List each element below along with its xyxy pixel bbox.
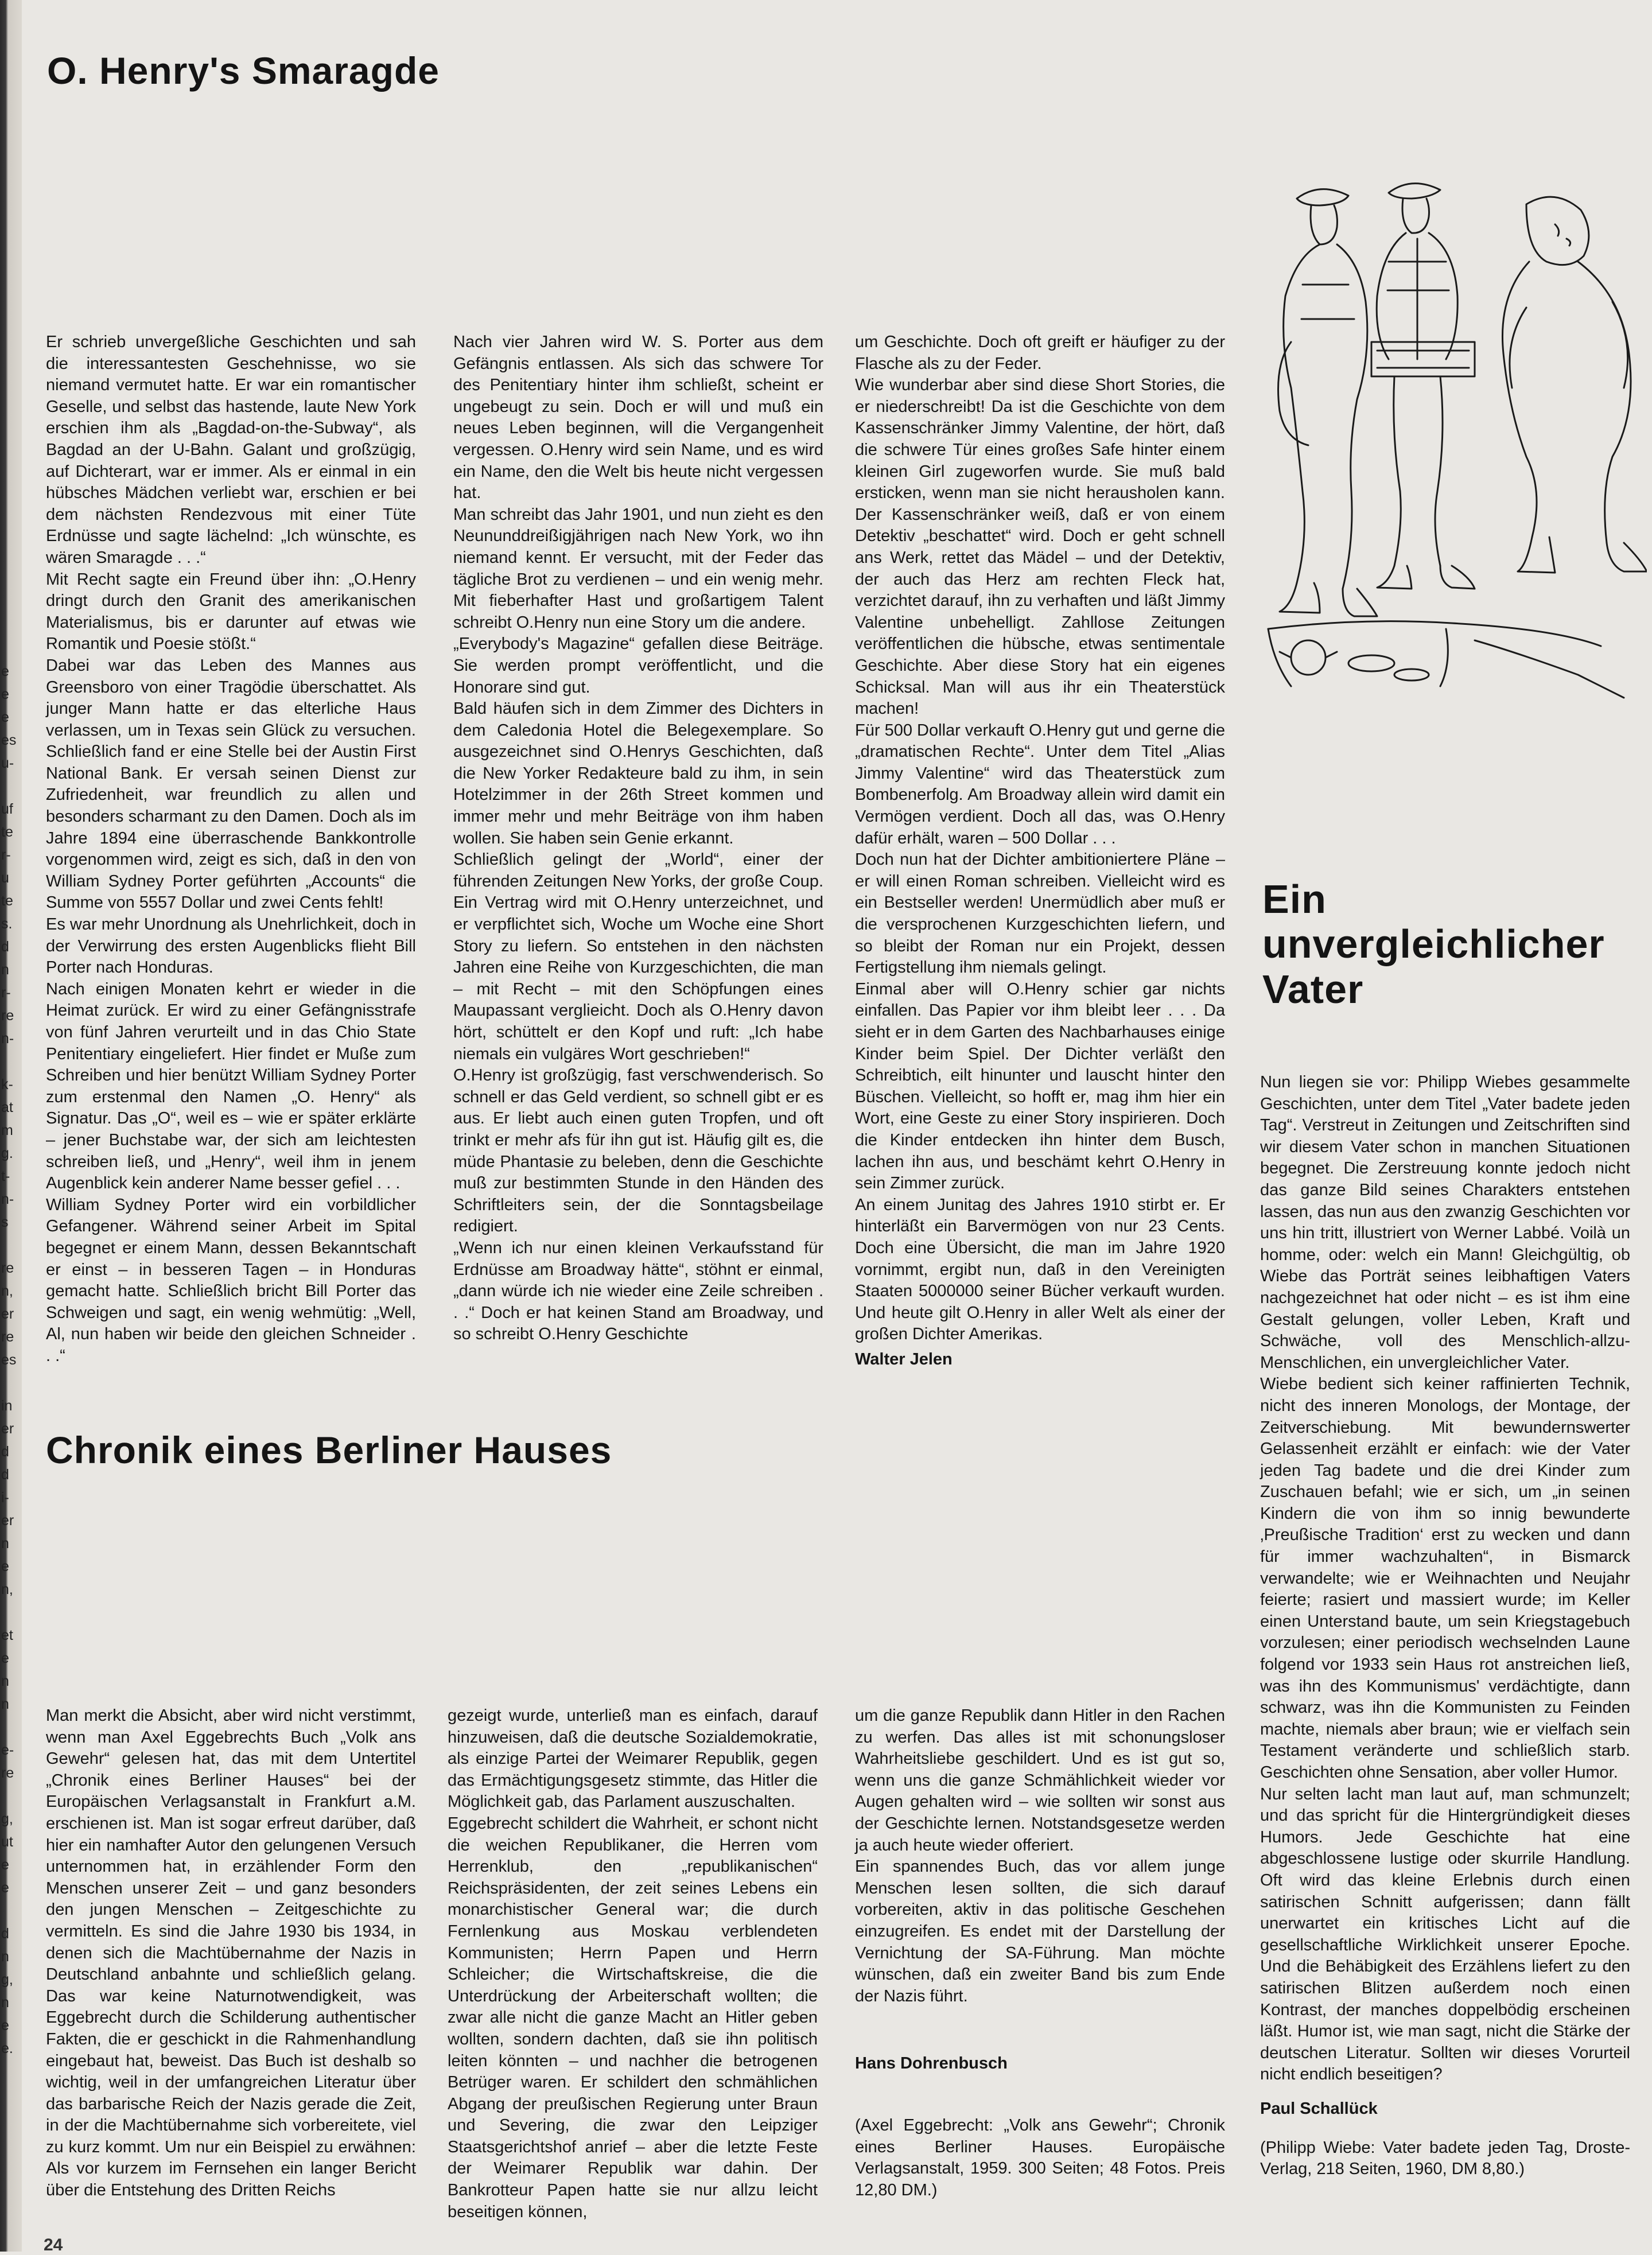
- author-signature: Hans Dohrenbusch: [855, 2054, 1008, 2073]
- paragraph: Nach einigen Monaten kehrt er wieder in die Heimat zurück. Er wird zu einer Gefängnisstrafe von fünf Jahren verurteilt und in das Chio State Penitentiary eingeliefert. Hier findet er Muße zum Schreiben und hier benützt William Sydney Porter zum erstenmal den Namen „O. Henry“ als Signatur. Das „O“, weil es – wie er später erklärte – jener Buchstabe war, der sich am leichtesten schreiben ließ, und „Henry“, weil ihm in jenem Augenblick kein anderer Name besser gefiel . . .: [46, 979, 416, 1193]
- paragraph: um die ganze Republik dann Hitler in den Rachen zu werfen. Das alles ist mit schonungsloser Wahrheitsliebe geschildert. Und es ist gut so, wenn uns die ganze Schmählichkeit wieder vor Augen gehalten wird – wie sollten wir sonst aus der Geschichte lernen. Notstandsgesetze werden ja auch heute wieder offeriert.: [855, 1706, 1225, 1854]
- page-number: 24: [44, 2235, 63, 2254]
- paragraph: Für 500 Dollar verkauft O.Henry gut und gerne die „dramatischen Rechte“. Unter dem Titel „Alias Jimmy Valentine“ wird das Theaterstück zum Bombenerfolg. Am Broadway allein wird damit ein Vermögen verdient. Doch all das, was O.Henry dafür erhält, waren – 500 Dollar . . .: [855, 721, 1225, 847]
- headline-line: Ein: [1262, 877, 1327, 922]
- article3-column: [1260, 1072, 1630, 2180]
- author-signature: Walter Jelen: [855, 1350, 953, 1368]
- paragraph: um Geschichte. Doch oft greift er häufiger zu der Flasche als zu der Feder.: [855, 333, 1225, 373]
- paragraph: Man merkt die Absicht, aber wird nicht verstimmt, wenn man Axel Eggebrechts Buch „Volk ans Gewehr“ gelesen hat, das mit dem Untertitel „Chronik eines Berliner Hauses“ bei der Europäischen Verlagsanstalt in Frankfurt a.M. erschienen ist. Man ist sogar erfreut darüber, daß hier ein namhafter Autor den gelungenen Versuch unternommen hat, in erzählender Form den Menschen unserer Zeit – und ganz besonders den jungen Menschen – Zeitgeschichte zu vermitteln. Es sind die Jahre 1930 bis 1934, in denen sich die Machtübernahme der Nazis in Deutschland anbahnte und schließlich gelang. Das war keine Naturnotwendigkeit, was Eggebrecht durch die Schilderung authentischer Fakten, die er geschickt in die Rahmenhandlung eingebaut hat, beweist. Das Buch ist deshalb so wichtig, weil in der umfangreichen Literatur über das barbarische Reich der Nazis gerade die Zeit, in der die Machtübernahme sich vorbereitete, viel zu kurz kommt. Um nur ein Beispiel zu erwähnen: Als vor kurzem im Fernsehen ein langer Bericht über die Entstehung des Dritten Reichs: [46, 1706, 416, 2200]
- headline-vater: [1262, 877, 1605, 1012]
- author-signature: Paul Schallück: [1260, 2099, 1378, 2118]
- paragraph: Wiebe bedient sich keiner raffinierten Technik, nicht des inneren Monologs, der Montage, der Zeitverschiebung. Mit bewundernswerter Gelassenheit erzählt er einfach: wie der Vater jeden Tag badete und die drei Kinder zum Zuschauen befahl; wie er sich, um „in seinen Kindern die von ihm so innig bewunderte ‚Preußische Tradition‘ erst zu wecken und dann für immer wachzuhalten“, in Bismarck verwandelte; wie er Weihnachten und Neujahr feierte; rasiert und massiert wurde; im Keller einen Unterstand baute, um sein Kriegstagebuch vorzulesen; einer periodisch wechselnden Laune folgend vor 1933 sein Haus rot anstreichen ließ, was ihn des Kommunismus' verdächtigte, dann schwarz, was ihn die Kommunisten zu Feinden machte, niemals aber braun; wie er vielfach sein Testament veränderte und schließlich starb. Geschichten ohne Sensation, aber voller Humor.: [1260, 1375, 1630, 1782]
- paragraph: An einem Junitag des Jahres 1910 stirbt er. Er hinterläßt ein Barvermögen von nur 23 Cents. Doch eine Übersicht, die man im Jahre 1920 vornimmt, ergibt nun, daß in den Vereinigten Staaten 5000000 seiner Bücher verkauft wurden. Und heute gilt O.Henry in aller Welt als einer der großen Dichter Amerikas.: [855, 1195, 1225, 1344]
- article1-column-3: [855, 332, 1225, 1371]
- officer-left-figure: [1278, 189, 1378, 616]
- article2-column-1: [46, 1705, 416, 2202]
- paragraph: „Everybody's Magazine“ gefallen diese Beiträge. Sie werden prompt veröffentlicht, und die Honorare sind gut.: [453, 635, 823, 697]
- paragraph: Einmal aber will O.Henry schier gar nichts einfallen. Das Papier vor ihm bleibt leer . . . Da sieht er in dem Garten des Nachbarhauses einige Kinder beim Spiel. Der Dichter verläßt den Schreibtich, eilt hinunter und lauscht hinter den Büschen. Vielleicht, so hofft er, mag ihm hier ein Wort, eine Geste zu einer Story inspirieren. Doch die Kinder entdecken ihn hinter dem Busch, lachen ihn aus, und beschämt kehrt O.Henry in sein Zimmer zurück.: [855, 979, 1225, 1193]
- paragraph: Bald häufen sich in dem Zimmer des Dichters in dem Caledonia Hotel die Belegexemplare. So ausgezeichnet sind O.Henrys Geschichten, daß die New Yorker Redakteure bald zu ihm, in sein Hotelzimmer in der 26th Street kommen und immer mehr und mehr Beiträge von ihm haben wollen. Sie haben sein Genie erkannt.: [453, 699, 823, 847]
- book-reference: (Axel Eggebrecht: „Volk ans Gewehr“; Chronik eines Berliner Hauses. Europäische Verlagsanstalt, 1959. 300 Seiten; 48 Fotos. Preis 12,80 DM.): [855, 2116, 1225, 2199]
- article2-column-2: [448, 1705, 818, 2223]
- illustration-sketch: [1257, 170, 1647, 778]
- paragraph: Wie wunderbar aber sind diese Short Stories, die er niederschreibt! Da ist die Geschichte von dem Kassenschränker Jimmy Valentine, der hört, daß die schwere Tür eines großes Safe hinter einem kleinen Girl zugeworfen wurde. Sie muß bald ersticken, wenn man sie nicht herausholen kann. Der Kassenschränker weiß, daß er von einem Detektiv „beschattet“ wird. Doch er geht schnell ans Werk, rettet das Mädel – und der Detektiv, der auch das Herz am rechten Fleck hat, verzichtet darauf, ihn zu verhaften und läßt Jimmy Valentine unbehelligt. Zahllose Zeitungen veröffentlichen die hübsche, etwas sentimentale Geschichte. Aber diese Story hat ein eigenes Schicksal. Man will aus ihr ein Theaterstück machen!: [855, 376, 1225, 718]
- article1-column-2: [453, 332, 823, 1346]
- paragraph: Ein spannendes Buch, das vor allem junge Menschen lesen sollten, die sich darauf vorbereiten, aktiv in das politische Geschehen einzugreifen. Es endet mit der Darstellung der Vernichtung der SA-Führung. Man möchte wünschen, daß ein zweiter Band bis zum Ende der Nazis führt.: [855, 1857, 1225, 2005]
- table-with-teapot: [1268, 621, 1624, 698]
- article1-column-1: [46, 332, 416, 1367]
- officer-middle-figure: [1371, 184, 1475, 589]
- paragraph: Mit Recht sagte ein Freund über ihn: „O.Henry dringt durch den Granit des amerikanischen Materialismus, bis er darunter auf etwas wie Romantik und Poesie stößt.“: [46, 570, 416, 654]
- paragraph: „Wenn ich nur einen kleinen Verkaufsstand für Erdnüsse am Broadway hätte“, stöhnt er einmal, „dann würde ich nie wieder eine Zeile schreiben . . .“ Doch er hat keinen Stand am Broadway, und so schreibt O.Henry Geschichte: [453, 1238, 823, 1344]
- headline-line: unvergleichlicher: [1262, 922, 1605, 967]
- paragraph: Doch nun hat der Dichter ambitioniertere Pläne – er will einen Roman schreiben. Vielleicht wird es ein Bestseller werden! Unermüdlich aber muß er die versprochenen Kurzgeschichten liefern, und so bleibt der Roman nur ein Projekt, dessen Fertigstellung ihm niemals gelingt.: [855, 850, 1225, 977]
- article2-column-3: [855, 1705, 1225, 2201]
- paragraph: Nur selten lacht man laut auf, man schmunzelt; und das spricht für die Hintergründigkeit dieses Humors. Jede Geschichte hat eine abgeschlossene lustige oder skurrile Handlung. Oft wird das kleine Erlebnis durch einen satirischen Schnitt aufgerissen; dann fällt unerwartet ein kritisches Licht auf die gesellschaftliche Wirklichkeit unserer Epoche. Und die Behäbigkeit des Erzählens liefert zu den satirischen Blitzen außerdem noch einen Kontrast, der manches doppelbödig erscheinen läßt. Humor ist, wie man sagt, nicht die Stärke der deutschen Literatur. Sollten wir dieses Vorurteil nicht endlich beseitigen?: [1260, 1784, 1630, 2084]
- paragraph: O.Henry ist großzügig, fast verschwenderisch. So schnell er das Geld verdient, so schnell gibt er es aus. Er liebt auch einen guten Tropfen, und oft trinkt er mehr afs für ihn gut ist. Häufig gilt es, die müde Phantasie zu beleben, denn die Geschichte muß zur bestimmten Stunde in den Händen des Schriftleiters sein, der die Sonntagsbeilage redigiert.: [453, 1066, 823, 1236]
- civilian-right-figure: [1502, 197, 1647, 573]
- paragraph: Nach vier Jahren wird W. S. Porter aus dem Gefängnis entlassen. Als sich das schwere Tor des Penitentiary hinter ihm schließt, scheint er ungebeugt zu sein. Doch er will und muß ein neues Leben beginnen, will die Vergangenheit vergessen. O.Henry wird sein Name, und es wird ein Name, den die Welt bis heute nicht vergessen hat.: [453, 333, 823, 503]
- paragraph: Dabei war das Leben des Mannes aus Greensboro von einer Tragödie überschattet. Als junger Mann hatte er das elterliche Haus verlassen, um in Texas sein Glück zu versuchen. Schließlich fand er eine Stelle bei der Austin First National Bank. Er versah seinen Dienst zur Zufriedenheit, war freundlich zu allen und besonders scharmant zu den Damen. Doch als im Jahre 1894 eine überraschende Bankkontrolle vorgenommen wird, zeigt es sich, daß in den von William Sydney Porter geführten „Accounts“ die Summe von 5557 Dollar und zwei Cents fehlt!: [46, 656, 416, 912]
- paragraph: Es war mehr Unordnung als Unehrlichkeit, doch in der Verwirrung des ersten Augenblicks flieht Bill Porter nach Honduras.: [46, 915, 416, 977]
- paragraph: Man schreibt das Jahr 1901, und nun zieht es den Neununddreißigjährigen nach New York, wo ihn niemand kennt. Er versucht, mit der Feder das tägliche Brot zu verdienen – und ein wenig mehr. Mit fieberhafter Hast und großartigem Talent schreibt O.Henry nun eine Story um die andere.: [453, 505, 823, 632]
- paragraph: Eggebrecht schildert die Wahrheit, er schont nicht die weichen Republikaner, die Herren vom Herrenklub, den „republikanischen“ Reichspräsidenten, der zeit seines Lebens ein monarchistischer General war; die durch Fernlenkung aus Moskau verblendeten Kommunisten; Herrn Papen und Herrn Schleicher; die Wirtschaftskreise, die die Unterdrückung der Arbeiterschaft wollten; die zwar alle nicht die ganze Macht an Hitler geben wollten, sondern dachten, daß sie ihn politisch leiten könnten – und nachher die betrogenen Betrüger waren. Er schildert den schmählichen Abgang der preußischen Regierung unter Braun und Severing, die zwar den Leipziger Staatsgerichtshof anrief – aber die letzte Feste der Weimarer Republik war dahin. Der Bankrotteur Papen hatte sie nur allzu leicht beseitigen können,: [448, 1814, 818, 2221]
- headline-line: Vater: [1262, 966, 1364, 1012]
- headline-o-henry: O. Henry's Smaragde: [47, 49, 440, 92]
- paragraph: gezeigt wurde, unterließ man es einfach, darauf hinzuweisen, daß die deutsche Sozialdemokratie, als einzige Partei der Weimarer Republik, gegen das Ermächtigungsgesetz stimmte, das Hitler die Möglichkeit gab, das Parlament auszuschalten.: [448, 1706, 818, 1811]
- paragraph: William Sydney Porter wird ein vorbildlicher Gefangener. Während seiner Arbeit im Spital begegnet er einem Mann, dessen Bekanntschaft er einst – in besseren Tagen – in Honduras gemacht hatte. Schließlich bricht Bill Porter das Schweigen und sagt, ein wenig wehmütig: „Well, Al, nun haben wir beide den gleichen Schneider . . .“: [46, 1195, 416, 1365]
- adjacent-page-fragments: e e e es u- uf te r- u te s. d n r- re n- k- at m g. t- n- s re n, er re es in er d d i- er n e n, et e n n e- re g, ut e e d n g, n e e.: [1, 663, 17, 2056]
- paragraph: Er schrieb unvergeßliche Geschichten und sah die interessantesten Geschehnisse, wo sie niemand vermutet hatte. Er war ein romantischer Geselle, und selbst das hastende, laute New York erschien ihm als „Bagdad-on-the-Subway“, als Bagdad an der U-Bahn. Galant und großzügig, auf Dichterart, war er immer. Als er einmal in ein hübsches Mädchen verliebt war, erschien er bei dem nächsten Rendezvous mit einer Tüte Erdnüsse und sagte lächelnd: „Ich wünschte, es wären Smaragde . . .“: [46, 333, 416, 567]
- headline-chronik: Chronik eines Berliner Hauses: [46, 1429, 612, 1471]
- paragraph: Nun liegen sie vor: Philipp Wiebes gesammelte Geschichten, unter dem Titel „Vater badete jeden Tag“. Verstreut in Zeitungen und Zeitschriften sind wir diesem Vater schon in manchen Situationen begegnet. Die Zerstreuung konnte jedoch nicht das ganze Bild seines Charakters entstehen lassen, das nun aus den zwanzig Geschichten vor uns hin tritt, illustriert von Werner Labbé. Voilà un homme, oder: welch ein Mann! Gleichgültig, ob Wiebe das Porträt seines leibhaftigen Vaters nachgezeichnet hat oder nicht – es ist ihm eine Gestalt gelungen, voller Leben, Kraft und Schwäche, voll des Menschlich-allzu-Menschlichen, ein unvergleichlicher Vater.: [1260, 1073, 1630, 1372]
- book-reference: (Philipp Wiebe: Vater badete jeden Tag, Droste-Verlag, 218 Seiten, 1960, DM 8,80.): [1260, 2138, 1630, 2179]
- paragraph: Schließlich gelingt der „World“, einer der führenden Zeitungen New Yorks, der große Coup. Ein Vertrag wird mit O.Henry unterzeichnet, und er verpflichtet sich, Woche um Woche eine Short Story zu liefern. So entstehen in den nächsten Jahren eine Reihe von Kurzgeschichten, die man – mit Recht – mit den Schöpfungen eines Maupassant verglieicht. Doch als O.Henry davon hört, schüttelt er den Kopf und ruft: „Ich habe niemals ein vulgäres Wort geschrieben!“: [453, 850, 823, 1063]
